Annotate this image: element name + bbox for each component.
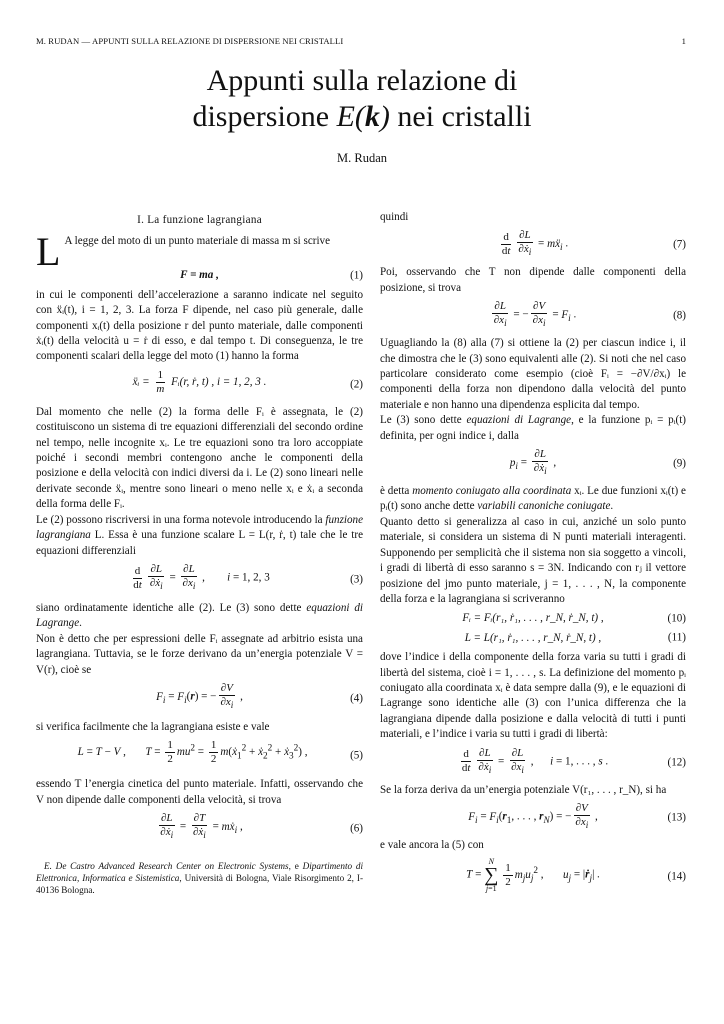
emphasized-term: variabili canoniche coniugate: [477, 500, 611, 513]
equation-4: $F_i = F_i(r)$ = − $\frac{\partial V}{\partial x_i}$ , (4): [156, 681, 363, 711]
text-run: E. De Castro Advanced Research Center on Electronic Systems: [44, 861, 289, 872]
equation-9: $p_i$ = $\frac{\partial L}{\partial ẋ_i}$ , (9): [509, 448, 686, 477]
text-run: Le (2) possono riscriversi in una forma notevole introducendo la: [36, 513, 326, 526]
equation-2-fraction: [154, 369, 166, 396]
title-line-2: [0, 99, 724, 135]
paragraph-r1: quindi: [380, 211, 409, 223]
section-heading: I. La funzione lagrangiana: [137, 214, 262, 226]
equation-6: $\frac{\partial L}{\partial ẋ_i}$ = $\frac{\partial T}{\partial ẋ_i}$ = mẋ$_i$ , (6): [160, 812, 363, 841]
equation-1: [36, 268, 363, 283]
running-title: M. RUDAN — APPUNTI SULLA RELAZIONE DI DISPERSIONE NEI CRISTALLI: [36, 36, 344, 46]
text-run: è detta: [380, 485, 413, 498]
paragraph-r5: [380, 484, 686, 515]
paragraph-r3: Uguagliando la (8) alla (7) si ottiene la (2) per ciascun indice i, il che dimostra che le (3) sono equivalenti alle (2). Si noti che nel caso particolare considerato come esempio (cioè Fᵢ = −∂V/∂xᵢ) le componenti della forza non dipendono dalla velocità del punto materiale e non hanno una dipendenza esplicita dal tempo.: [380, 337, 686, 411]
paragraph-r2: Poi, osservando che T non dipende dalle componenti della posizione, si trova: [380, 266, 686, 294]
text-run: L. Essa è una funzione scalare L = L(r, ṙ, t) tale che le tre equazioni differenziali: [36, 529, 363, 557]
paragraph-8: essendo T l’energia cinetica del punto materiale. Infatti, osservando che V non dipende dalle componenti della velocità, si trova: [36, 778, 363, 806]
text-run: Le (3) sono dette: [380, 414, 467, 427]
equation-number: (10): [667, 612, 686, 625]
title-line-2-prefix: dispersione: [192, 100, 337, 133]
left-column: [36, 210, 363, 896]
text-run: siano ordinatamente identiche alle (2). Le (3) sono dette: [36, 601, 307, 614]
emphasized-term: equazioni di Lagrange: [466, 414, 572, 427]
equation-number: (13): [667, 811, 686, 824]
equation-number: (1): [350, 269, 363, 282]
paragraph-r4: [380, 413, 686, 444]
equation-number: (5): [350, 749, 363, 762]
equation-8: $\frac{\partial L}{\partial x_i}$ = − $\frac{\partial V}{\partial x_i}$ = $F_i$ . (8): [493, 300, 686, 329]
equation-number: (6): [350, 822, 363, 835]
text-run: xᵢ. Le due funzioni xᵢ(t) e pᵢ(t) sono anche dette: [380, 485, 686, 513]
footnote-affiliation: [36, 860, 363, 896]
equation-1-body: F = ma ,: [180, 269, 219, 282]
equation-10: [380, 611, 686, 626]
equation-number: (8): [673, 309, 686, 322]
fraction: $\frac{d}{dt}$: [133, 564, 142, 591]
equation-number: (11): [667, 631, 686, 644]
paragraph-5: [36, 601, 363, 632]
paragraph-2: in cui le componenti dell’accelerazione a saranno indicate nel seguito con ẍᵢ(t), i = 1, 2, 3. La forza F dipende, nel caso più generale, dalle componenti xᵢ(t) della posizione r del punto materiale, dalle componenti ẋᵢ(t) della velocità u = ṙ di esso, e dal tempo t. Di conseguenza, le tre componenti scalari della legge del moto (1) hanno la forma: [36, 288, 363, 363]
drop-cap: L: [36, 229, 61, 275]
title-math: E(k): [336, 100, 390, 133]
equation-14: T = N ∑ j=1 $\frac{1}{2}$ $m_ju_j^2$ , $u_j$ = |ṙ$_j$| . (14): [466, 857, 686, 894]
emphasized-term: funzione lagrangiana: [36, 513, 363, 542]
text-run: , Università di Bologna, Viale Risorgimento 2, I-40136 Bologna.: [36, 873, 364, 896]
equation-number: (9): [673, 457, 686, 470]
equation-3: $\frac{d}{dt}$ $\frac{\partial L}{\partial ẋ_i}$ = $\frac{\partial L}{\partial x_i}$ , i = 1, 2, 3 (3): [133, 562, 363, 592]
paragraph-intro-text: A legge del moto di un punto materiale di massa m si scrive: [64, 235, 331, 248]
text-run: , e la funzione pᵢ = pᵢ(t) definita, per ogni indice i, dalla: [380, 414, 687, 442]
paragraph-r6: Quanto detto si generalizza al caso in cui, anziché un solo punto materiale, si considera un sistema di N punti materiali interagenti. Supponendo per semplicità che il sistema non sia soggetto a vincoli, i gradi di libertà di esso saranno s = 3N. Indicando con rⱼ il vettore posizione del jmo punto materiale, j = 1, . . . , N, la componente della forza e la lagrangiana si scriveranno: [380, 515, 686, 605]
text-run: .: [610, 500, 614, 513]
title-line-2-suffix: nei cristalli: [389, 100, 532, 133]
paragraph-6: Non è detto che per espressioni delle Fᵢ assegnate ad arbitrio esista una lagrangiana. Tuttavia, se le forze derivano da un’energia potenziale V = V(r), cioè se: [36, 632, 363, 676]
paragraph-r7: dove l’indice i della componente della forza varia su tutti i gradi di libertà del sistema, cioè i = 1, . . . , s. La definizione del momento pᵢ coniugato alla coordinata xᵢ è data sempre dalla (9), e le equazioni di Lagrange sono identiche alle (3) con l’unica differenza che la lagrangiana dipende dalla posizione e dalla velocità di tutti i punti materiali, e l’indice i varia su tutti i gradi di libertà:: [380, 651, 686, 741]
paper-title: [0, 63, 724, 135]
paragraph-4: [36, 513, 363, 559]
paragraph-r8: Se la forza deriva da un’energia potenziale V(r₁, . . . , r_N), si ha: [380, 783, 667, 796]
equation-2-lhs: ẍᵢ =: [132, 375, 150, 388]
fraction-denominator: m: [156, 382, 165, 395]
text-run: , e: [288, 861, 303, 872]
equation-11: [380, 631, 686, 646]
equation-number: (7): [673, 238, 686, 251]
equation-12: $\frac{d}{dt}$ $\frac{\partial L}{\partial ẋ_i}$ = $\frac{\partial L}{\partial x_i}$ , i = 1, . . . , s . (12): [461, 746, 686, 775]
paragraph-intro: [36, 229, 363, 275]
title-line-1: Appunti sulla relazione di: [206, 64, 518, 97]
equation-number: (3): [350, 573, 363, 586]
equation-2: [36, 369, 363, 401]
equation-11-body: L = L(r₁, ṙ₁, . . . , r_N, ṙ_N, t) ,: [464, 631, 602, 644]
paragraph-3: Dal momento che nelle (2) la forma delle Fᵢ è assegnata, le (2) costituiscono un sistema di tre equazioni differenziali del secondo ordine nel tempo, nelle incognite xᵢ. Le tre equazioni sono tra loro accoppiate poiché i secondi membri contengono anche le componenti della posizione e della velocità con indici diversi da i. Le (2) sono lineari nelle derivate seconde ẍᵢ, mentre sono lineari o meno nelle xᵢ e ẋᵢ a seconda della forma delle Fᵢ.: [36, 405, 363, 511]
equation-13: $F_i = F_i(r_1$, . . . , $r_N$) = − $\frac{\partial V}{\partial x_i}$ , (13): [468, 801, 686, 831]
equation-2-rhs: Fᵢ(r, ṙ, t) , i = 1, 2, 3 .: [171, 375, 267, 388]
emphasized-term: equazioni di Lagrange: [36, 601, 363, 630]
right-column: [380, 210, 686, 901]
equation-number: (4): [350, 692, 363, 705]
emphasized-term: momento coniugato alla coordinata: [412, 485, 572, 498]
author-name: M. Rudan: [337, 151, 387, 165]
running-header: [36, 36, 686, 46]
equation-number: (2): [350, 378, 363, 391]
equation-10-body: Fᵢ = Fᵢ(r₁, ṙ₁, . . . , r_N, ṙ_N, t) ,: [462, 612, 604, 625]
equation-number: (12): [667, 755, 686, 768]
equation-number: (14): [667, 870, 686, 883]
fraction-numerator: 1: [157, 368, 164, 381]
equation-7: $\frac{d}{dt}$ $\frac{\partial L}{\partial ẋ_i}$ = mẍ$_i$ . (7): [501, 229, 686, 258]
equation-5: L = T − V , T = $\frac{1}{2}$ $mu^2$ = $\frac{1}{2}$ m(ẋ$_1^2$ + ẋ$_2^2$ + ẋ$_3^2$) , (5): [77, 739, 363, 766]
paragraph-7: si verifica facilmente che la lagrangiana esiste e vale: [36, 720, 270, 733]
fraction: $\frac{\partial L}{\partial x_i}$: [182, 562, 196, 592]
text-run: Dipartimento di Elettronica, Informatica e Sistemistica: [36, 861, 364, 884]
paragraph-r9: e vale ancora la (5) con: [380, 838, 484, 851]
fraction: $\frac{\partial L}{\partial ẋ_i}$: [149, 562, 163, 592]
page-number: 1: [681, 36, 686, 46]
text-run: .: [79, 617, 82, 630]
